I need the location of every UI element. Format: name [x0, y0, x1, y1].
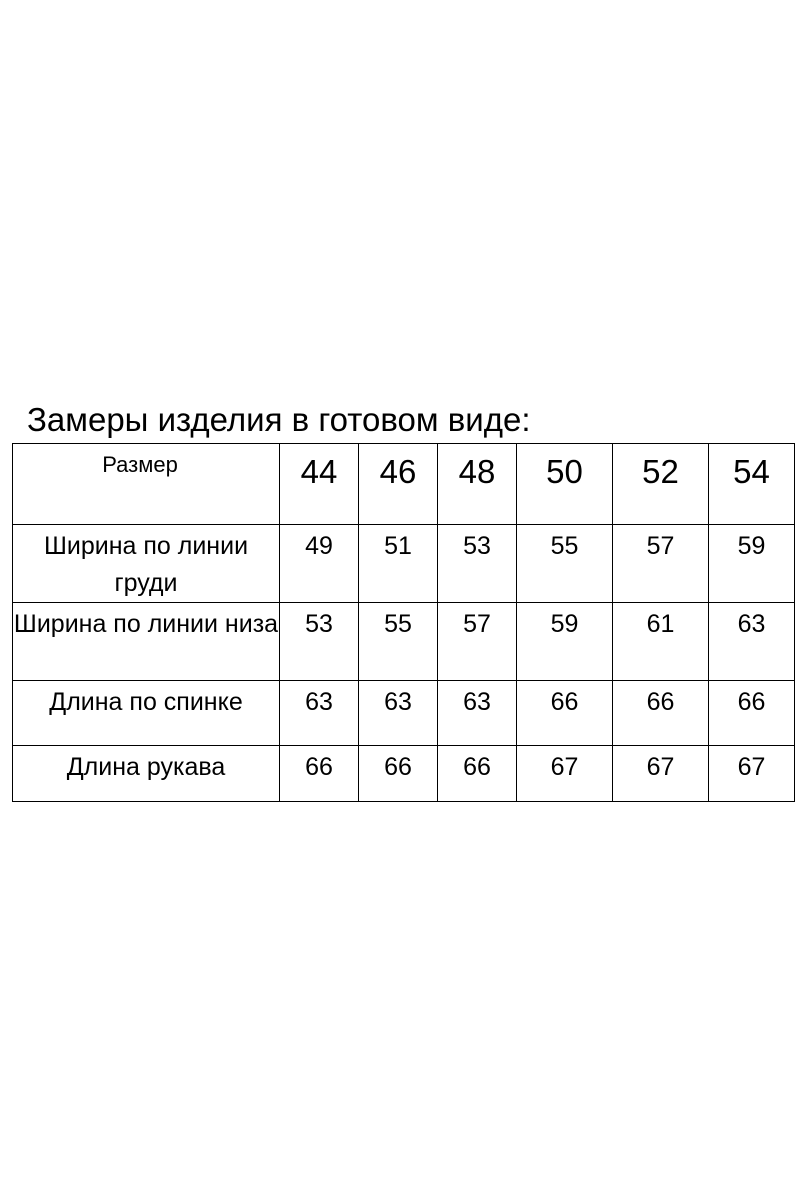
row-label-back-length: Длина по спинке [13, 681, 280, 746]
size-48-header: 48 [438, 444, 517, 525]
table-header-row [13, 444, 795, 525]
table-row [13, 681, 795, 746]
table-cell: 63 [438, 681, 517, 746]
size-50-header: 50 [517, 444, 613, 525]
table-row [13, 525, 795, 603]
table-cell: 66 [438, 746, 517, 802]
table-row [13, 746, 795, 802]
table-cell: 67 [613, 746, 709, 802]
table-cell: 67 [517, 746, 613, 802]
table-cell: 53 [280, 603, 359, 681]
table-cell: 51 [359, 525, 438, 603]
table-cell: 49 [280, 525, 359, 603]
table-cell: 53 [438, 525, 517, 603]
size-54-header: 54 [709, 444, 795, 525]
size-44-header: 44 [280, 444, 359, 525]
table-cell: 67 [709, 746, 795, 802]
table-cell: 59 [709, 525, 795, 603]
table-cell: 57 [438, 603, 517, 681]
row-label-chest-width: Ширина по линии груди [13, 525, 280, 603]
table-cell: 63 [280, 681, 359, 746]
table-cell: 63 [359, 681, 438, 746]
table-cell: 57 [613, 525, 709, 603]
size-header-label: Размер [13, 444, 280, 525]
size-52-header: 52 [613, 444, 709, 525]
table-cell: 66 [709, 681, 795, 746]
table-cell: 63 [709, 603, 795, 681]
row-label-hem-width: Ширина по линии низа [13, 603, 280, 681]
table-cell: 66 [613, 681, 709, 746]
table-cell: 55 [517, 525, 613, 603]
page-title: Замеры изделия в готовом виде: [27, 401, 531, 438]
table-cell: 55 [359, 603, 438, 681]
table-cell: 66 [359, 746, 438, 802]
table-row [13, 603, 795, 681]
table-cell: 66 [517, 681, 613, 746]
size-chart-table [12, 443, 795, 802]
table-cell: 59 [517, 603, 613, 681]
table-cell: 66 [280, 746, 359, 802]
table-cell: 61 [613, 603, 709, 681]
row-label-sleeve-length: Длина рукава [13, 746, 280, 802]
size-46-header: 46 [359, 444, 438, 525]
